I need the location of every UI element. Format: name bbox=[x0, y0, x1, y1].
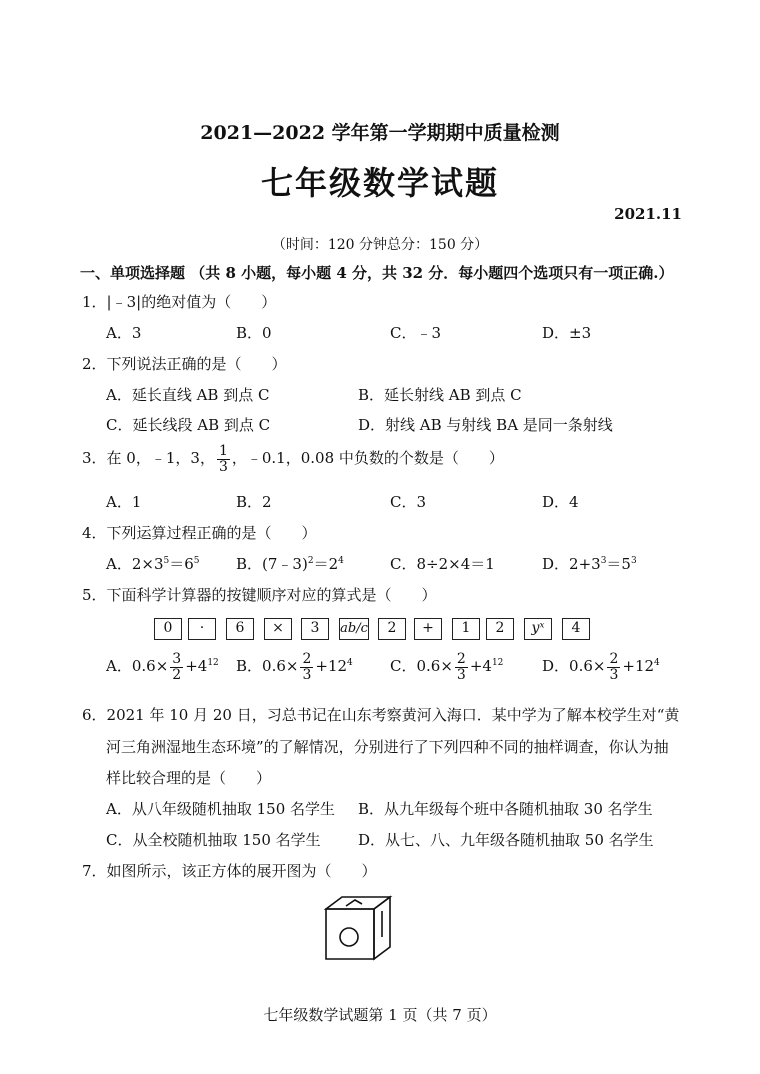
q5-d-post: +12 bbox=[622, 657, 655, 676]
q5-d-pre: D．0.6× bbox=[542, 657, 606, 676]
q1-stem: 1．|﹣3|的绝对值为（ ） bbox=[82, 293, 277, 311]
cube-top-face bbox=[326, 897, 390, 909]
q5-c-post: +4 bbox=[469, 657, 492, 676]
time-note: （时间：120 分钟总分：150 分） bbox=[271, 237, 489, 253]
calc-key-dot: · bbox=[188, 618, 216, 640]
q4-b-exp1: 2 bbox=[307, 556, 314, 566]
q3-option-b: B．2 bbox=[236, 493, 272, 511]
q4-d-exp1: 3 bbox=[600, 556, 607, 566]
q4-b-base: B．(7﹣3) bbox=[236, 555, 308, 573]
q5-b-numerator: 2 bbox=[302, 651, 312, 667]
q3-fraction bbox=[217, 444, 230, 474]
q4-option-c: C．8÷2×4＝1 bbox=[390, 555, 495, 573]
calc-key-3: 3 bbox=[301, 618, 329, 640]
q5-option-d bbox=[542, 652, 660, 682]
q4-option-a bbox=[106, 553, 200, 574]
q1-option-d: D．±3 bbox=[542, 324, 592, 342]
q5-d-numerator: 2 bbox=[609, 651, 619, 667]
page-footer: 七年级数学试题第 1 页（共 7 页） bbox=[263, 1006, 497, 1024]
q5-b-fraction bbox=[300, 652, 313, 682]
cube-circle-mark bbox=[340, 928, 358, 946]
q5-a-pre: A．0.6× bbox=[106, 657, 169, 676]
q6-line2: 河三角洲湿地生态环境”的了解情况，分别进行了下列四种不同的抽样调查，你认为抽 bbox=[106, 738, 669, 756]
q4-d-eq: ＝5 bbox=[606, 555, 631, 573]
q5-c-denominator: 3 bbox=[456, 666, 466, 683]
calc-key-fraction: ab/c bbox=[339, 618, 369, 640]
calc-key-6: 6 bbox=[226, 618, 254, 640]
q4-b-eq: ＝2 bbox=[313, 555, 339, 573]
q6-line3: 样比较合理的是（ ） bbox=[106, 769, 272, 787]
calc-key-2: 2 bbox=[378, 618, 406, 640]
q6-option-b: B．从九年级每个班中各随机抽取 30 名学生 bbox=[358, 800, 653, 818]
q6-option-a: A．从八年级随机抽取 150 名学生 bbox=[106, 800, 336, 818]
q4-d-exp2: 3 bbox=[630, 556, 637, 566]
q3-stem-pre: 3．在 0，﹣1，3， bbox=[82, 449, 215, 468]
q5-d-exp: 4 bbox=[654, 658, 660, 669]
exam-title: 七年级数学试题 bbox=[260, 164, 499, 202]
q3-option-c: C．3 bbox=[390, 493, 427, 511]
q6-line1: 6．2021 年 10 月 20 日，习总书记在山东考察黄河入海口．某中学为了解本校学生对“黄 bbox=[82, 706, 680, 724]
q3-option-a: A．1 bbox=[106, 493, 142, 511]
q5-b-denominator: 3 bbox=[302, 666, 312, 683]
q5-option-c bbox=[390, 652, 503, 682]
q4-a-exp1: 5 bbox=[163, 556, 170, 566]
q5-a-exp: 12 bbox=[207, 658, 219, 669]
q3-stem-post: ，﹣0.1，0.08 中负数的个数是（ ） bbox=[231, 449, 504, 468]
q5-b-post: +12 bbox=[315, 657, 348, 676]
q4-a-eq: ＝6 bbox=[169, 555, 194, 573]
q5-a-numerator: 3 bbox=[172, 651, 182, 667]
q4-stem: 4．下列运算过程正确的是（ ） bbox=[82, 524, 317, 542]
exam-title-line1: 2021—2022 学年第一学期期中质量检测 bbox=[200, 122, 560, 144]
q7-stem: 7．如图所示，该正方体的展开图为（ ） bbox=[82, 862, 377, 880]
q5-a-post: +4 bbox=[185, 657, 208, 676]
calc-key-2b: 2 bbox=[486, 618, 514, 640]
q4-b-exp2: 4 bbox=[338, 556, 344, 566]
q5-d-fraction bbox=[607, 652, 620, 682]
calc-key-0: 0 bbox=[154, 618, 182, 640]
cube-top-mark bbox=[346, 900, 362, 906]
q4-a-base: A．2×3 bbox=[106, 555, 164, 573]
q4-a-exp2: 5 bbox=[193, 556, 200, 566]
exam-date: 2021.11 bbox=[614, 205, 682, 223]
calc-key-1: 1 bbox=[452, 618, 480, 640]
q4-option-b bbox=[236, 553, 344, 574]
q5-d-denominator: 3 bbox=[609, 666, 619, 683]
q5-a-fraction bbox=[170, 652, 183, 682]
q2-option-b: B．延长射线 AB 到点 C bbox=[358, 386, 522, 404]
cube-front-face bbox=[326, 909, 374, 959]
q2-option-d: D．射线 AB 与射线 BA 是同一条射线 bbox=[358, 416, 613, 434]
q2-option-a: A．延长直线 AB 到点 C bbox=[106, 386, 270, 404]
q5-c-pre: C．0.6× bbox=[390, 657, 453, 676]
q1-option-b: B．0 bbox=[236, 324, 272, 342]
calc-key-plus: + bbox=[414, 618, 442, 640]
q1-option-a: A．3 bbox=[106, 324, 142, 342]
calc-key-multiply: × bbox=[264, 618, 292, 640]
q3-stem bbox=[82, 444, 504, 474]
q5-c-exp: 12 bbox=[491, 658, 504, 669]
q2-option-c: C．延长线段 AB 到点 C bbox=[106, 416, 271, 434]
q3-fraction-numerator: 1 bbox=[218, 443, 228, 459]
q4-d-base: D．2+3 bbox=[542, 555, 601, 573]
q5-c-numerator: 2 bbox=[456, 651, 466, 667]
q5-option-b bbox=[236, 652, 353, 682]
calc-key-4: 4 bbox=[562, 618, 590, 640]
q2-stem: 2．下列说法正确的是（ ） bbox=[82, 355, 287, 373]
q1-option-c: C．﹣3 bbox=[390, 324, 442, 342]
q5-a-denominator: 2 bbox=[172, 666, 182, 683]
q5-b-exp: 4 bbox=[347, 658, 353, 669]
q3-fraction-denominator: 3 bbox=[218, 458, 228, 475]
q5-c-fraction bbox=[455, 652, 468, 682]
q6-option-d: D．从七、八、九年级各随机抽取 50 名学生 bbox=[358, 831, 654, 849]
calc-key-power: yˣ bbox=[524, 618, 552, 640]
q6-option-c: C．从全校随机抽取 150 名学生 bbox=[106, 831, 321, 849]
q5-b-pre: B．0.6× bbox=[236, 657, 299, 676]
q3-option-d: D．4 bbox=[542, 493, 579, 511]
q5-option-a bbox=[106, 652, 219, 682]
q5-stem: 5．下面科学计算器的按键顺序对应的算式是（ ） bbox=[82, 586, 437, 604]
section-heading: 一、单项选择题 （共 8 小题，每小题 4 分，共 32 分．每小题四个选项只有一项正确.） bbox=[80, 264, 674, 282]
cube-figure bbox=[322, 893, 394, 963]
q4-option-d bbox=[542, 553, 637, 574]
